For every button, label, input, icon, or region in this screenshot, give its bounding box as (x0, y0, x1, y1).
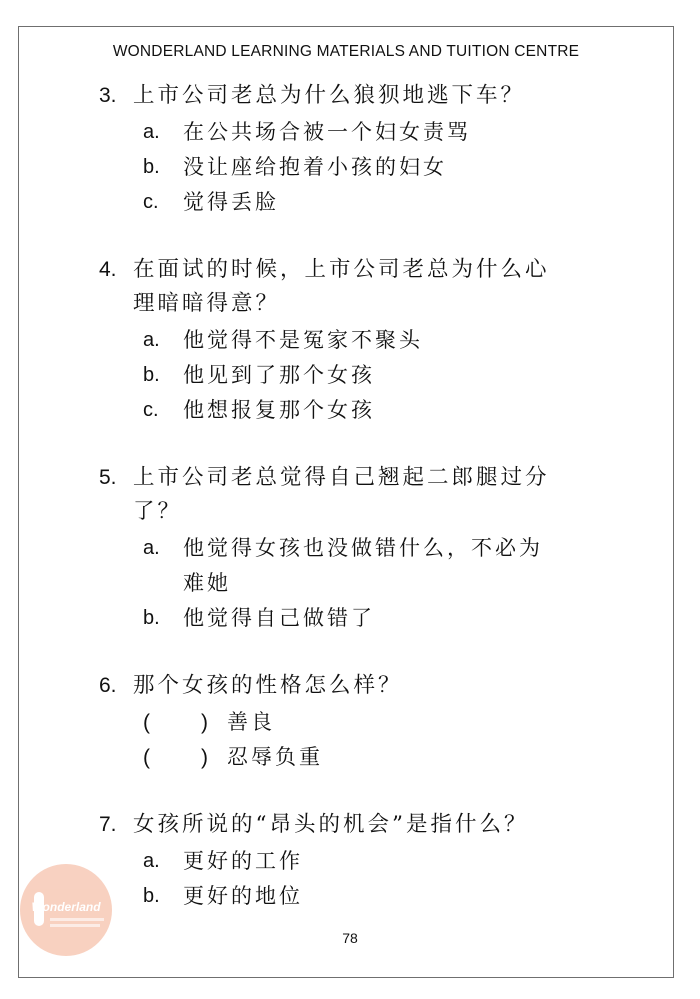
option-list (19, 531, 673, 636)
checkbox-list (19, 705, 673, 775)
option-text: 他觉得自己做错了 (183, 606, 375, 630)
logo-text: Wonderland (31, 900, 101, 914)
answer-bracket[interactable] (143, 740, 221, 775)
option-text: 他想报复那个女孩 (183, 398, 375, 422)
option-a (19, 323, 603, 358)
question-text: 女孩所说的“昂头的机会”是指什么？ (133, 812, 529, 837)
bracket-right: ) (201, 746, 208, 769)
option-a (19, 115, 603, 150)
option-b (19, 150, 603, 185)
option-letter: a. (143, 850, 160, 872)
question-list (19, 79, 673, 947)
option-list (19, 115, 673, 220)
option-text: 他觉得不是冤家不聚头 (183, 328, 423, 352)
question-number: 4. (99, 258, 117, 281)
option-a-continued (19, 566, 603, 601)
question-text: 那个女孩的性格怎么样？ (133, 673, 403, 698)
option-c (19, 393, 603, 428)
option-b (19, 358, 603, 393)
question-text: 上市公司老总为什么狼狈地逃下车？ (133, 83, 526, 108)
question-6 (19, 669, 673, 775)
option-a (19, 531, 603, 566)
bracket-right: ) (201, 711, 208, 734)
question-3 (19, 79, 673, 220)
option-text: 在公共场合被一个妇女责骂 (183, 120, 471, 144)
question-7 (19, 808, 673, 914)
question-number: 3. (99, 84, 117, 107)
option-list (19, 844, 673, 914)
option-text: 忍辱负重 (227, 745, 323, 769)
option-text-continued: 难她 (183, 571, 231, 595)
option-letter: a. (143, 537, 160, 559)
option-letter: b. (143, 364, 160, 386)
option-letter: b. (143, 885, 160, 907)
option-letter: b. (143, 607, 160, 629)
question-text: 上市公司老总觉得自己翘起二郎腿过分 (133, 465, 550, 490)
option-a (19, 844, 603, 879)
question-text: 在面试的时候，上市公司老总为什么心 (133, 257, 550, 282)
question-4 (19, 253, 673, 428)
option-text: 他见到了那个女孩 (183, 363, 375, 387)
tick-option-1[interactable] (19, 705, 673, 740)
bracket-left: ( (143, 746, 150, 769)
tick-option-2[interactable] (19, 740, 673, 775)
question-text-continued: 了？ (133, 499, 183, 524)
question-5 (19, 461, 673, 636)
page-frame (18, 26, 674, 978)
option-letter: b. (143, 156, 160, 178)
logo-tagline-line (50, 924, 100, 927)
question-text-continued: 理暗暗得意？ (133, 291, 281, 316)
option-letter: c. (143, 191, 159, 213)
answer-bracket[interactable] (143, 705, 221, 740)
question-number: 7. (99, 813, 117, 836)
page-number: 78 (342, 930, 358, 946)
option-c (19, 185, 603, 220)
question-number: 6. (99, 674, 117, 697)
option-letter: a. (143, 121, 160, 143)
page-header: WONDERLAND LEARNING MATERIALS AND TUITION CENTRE (112, 43, 580, 60)
logo-tagline-line (50, 918, 104, 921)
option-list (19, 323, 673, 428)
option-b (19, 601, 603, 636)
option-text: 更好的工作 (183, 849, 303, 873)
question-number: 5. (99, 466, 117, 489)
option-letter: c. (143, 399, 159, 421)
option-text: 觉得丢脸 (183, 190, 279, 214)
option-text: 更好的地位 (183, 884, 303, 908)
bracket-left: ( (143, 711, 150, 734)
option-text: 他觉得女孩也没做错什么，不必为 (183, 536, 543, 560)
option-letter: a. (143, 329, 160, 351)
option-text: 善良 (227, 710, 275, 734)
option-text: 没让座给抱着小孩的妇女 (183, 155, 447, 179)
